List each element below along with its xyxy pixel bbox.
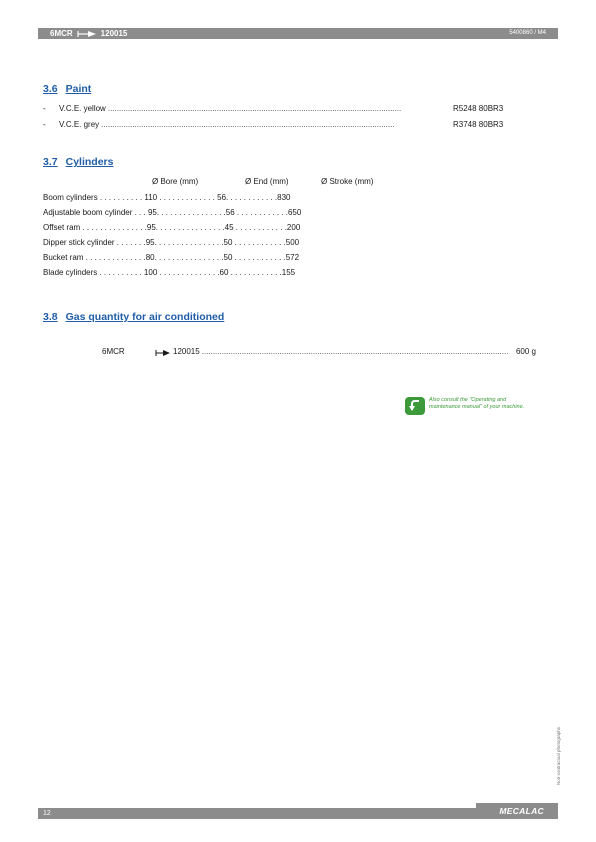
serial-arrow-icon xyxy=(155,346,173,358)
section-title-gas xyxy=(43,311,224,323)
page-number: 12 xyxy=(43,810,51,817)
header-model-name: 6MCR xyxy=(50,29,73,38)
table-row: Adjustable boom cylinder . . . 95. . . . . . . . . . . . . . . .56 . . . . . . . . . . . .650 xyxy=(43,208,302,217)
section-label: Gas quantity for air conditioned xyxy=(65,311,225,323)
column-header-bore: Ø Bore (mm) xyxy=(152,177,199,186)
header-bar xyxy=(38,28,558,39)
leader-dots: .................................................................................................................................... xyxy=(107,104,402,113)
list-dash: - xyxy=(43,104,46,113)
manual-note: Also consult the "Operating and maintenance manual" of your machine. xyxy=(429,397,525,410)
return-arrow-icon xyxy=(405,397,425,415)
gas-row xyxy=(102,346,536,358)
section-number: 3.6 xyxy=(43,83,58,95)
table-row: Offset ram . . . . . . . . . . . . . . .95. . . . . . . . . . . . . . . .45 . . . . . . . . . . . .200 xyxy=(43,223,301,232)
gas-model: 6MCR xyxy=(102,347,125,356)
header-reference: 5400860 / M4 xyxy=(509,30,546,36)
table-row: Blade cylinders . . . . . . . . . . 100 . . . . . . . . . . . . . .60 . . . . . . . . . . . .155 xyxy=(43,268,296,277)
brand-logo xyxy=(476,803,558,819)
section-number: 3.8 xyxy=(43,311,58,323)
section-label: Paint xyxy=(65,83,92,95)
section-title-paint xyxy=(43,83,91,95)
serial-arrow-icon xyxy=(77,28,97,39)
section-title-cylinders xyxy=(43,156,113,168)
paint-row xyxy=(43,119,523,131)
paint-row xyxy=(43,103,523,115)
table-row: Dipper stick cylinder . . . . . . .95. . . . . . . . . . . . . . . .50 . . . . . . . . . . . .500 xyxy=(43,238,300,247)
section-number: 3.7 xyxy=(43,156,58,168)
paint-code: R5248 80BR3 xyxy=(453,104,504,113)
leader-dots: .......................................................................................................................................... xyxy=(201,347,509,356)
gas-serial: 120015 xyxy=(173,347,200,356)
paint-code: R3748 80BR3 xyxy=(453,120,504,129)
section-label: Cylinders xyxy=(65,156,114,168)
gas-value: 600 g xyxy=(515,347,536,356)
leader-dots: .................................................................................................................................... xyxy=(101,120,395,129)
paint-label: V.C.E. yellow xyxy=(59,104,106,113)
side-disclaimer: Non-contractual photographs xyxy=(556,726,561,785)
header-serial: 120015 xyxy=(100,29,128,38)
table-row: Boom cylinders . . . . . . . . . . 110 . . . . . . . . . . . . . 56. . . . . . . . . . . .830 xyxy=(43,193,291,202)
header-model xyxy=(50,28,127,39)
paint-label: V.C.E. grey xyxy=(59,120,100,129)
column-header-end: Ø End (mm) xyxy=(245,177,289,186)
logo-text: MECALAC xyxy=(499,806,544,816)
column-header-stroke: Ø Stroke (mm) xyxy=(321,177,374,186)
footer-bar xyxy=(38,808,558,819)
list-dash: - xyxy=(43,120,46,129)
table-row: Bucket ram . . . . . . . . . . . . . .80. . . . . . . . . . . . . . . .50 . . . . . . . . . . . .572 xyxy=(43,253,300,262)
